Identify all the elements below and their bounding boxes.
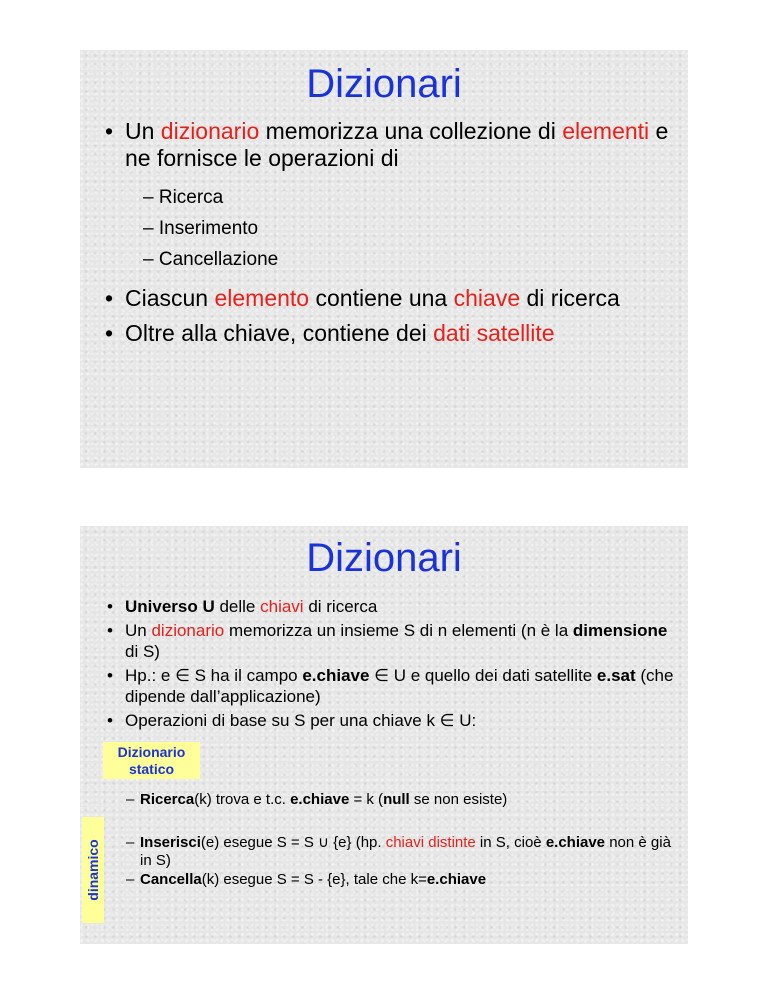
text: di ricerca	[303, 597, 378, 616]
text: Hp.: e ∈ S ha il campo	[125, 666, 303, 685]
text: di ricerca	[520, 285, 620, 311]
text: ∈ U e quello dei dati satellite	[369, 666, 597, 685]
bold-text: dimensione	[572, 621, 668, 640]
text: memorizza un insieme S di n elementi (n è la	[224, 621, 573, 640]
highlight-dizionario: dizionario	[151, 621, 225, 640]
text: contiene una	[309, 285, 454, 311]
highlight-chiavi-distinte: chiavi distinte	[385, 834, 476, 851]
bullet-universo	[105, 596, 678, 617]
bullet-list	[105, 596, 678, 734]
operation-inserisci	[126, 834, 676, 870]
dash: –	[126, 791, 135, 808]
bold-text: e.sat	[596, 666, 636, 685]
bullet-hp	[105, 665, 678, 707]
slide-title: Dizionari	[306, 536, 462, 580]
text: Operazioni di base su S per una chiave k ∈ U:	[125, 711, 477, 730]
text: (k) esegue S = S - {e}, tale che k=	[201, 871, 427, 888]
operation-cancella	[126, 871, 676, 889]
text: Ciascun	[125, 285, 215, 311]
slide-title: Dizionari	[306, 62, 462, 106]
tag-dinamico-label: dinamico	[85, 839, 101, 901]
operation-ricerca	[126, 791, 676, 809]
bold-text: e.chiave	[290, 791, 350, 808]
slide-1	[80, 50, 688, 468]
bullet-elemento	[105, 285, 678, 312]
text: Oltre alla chiave, contiene dei	[125, 320, 434, 346]
bold-text: e.chiave	[545, 834, 606, 851]
bold-text: null	[383, 791, 410, 808]
highlight-dati-satellite: dati satellite	[433, 320, 555, 346]
text: (che dipende dall’applicazione)	[125, 666, 674, 706]
text: (e) esegue S = S ∪ {e} (hp.	[200, 834, 386, 851]
bold-text: e.chiave	[302, 666, 370, 685]
text: non è già in S)	[140, 834, 671, 869]
dash: –	[126, 834, 135, 851]
text: Un	[125, 621, 152, 640]
bold-text: Universo U	[125, 597, 215, 616]
text: in S, cioè	[475, 834, 546, 851]
highlight-dizionario: dizionario	[160, 118, 260, 144]
bold-text: Cancella	[140, 871, 202, 888]
text: memorizza una collezione di	[259, 118, 563, 144]
tag-dizionario-statico: Dizionario statico	[103, 742, 200, 779]
highlight-chiavi: chiavi	[260, 597, 304, 616]
sub-item-cancellazione: – Cancellazione	[143, 249, 279, 270]
operations-list	[125, 182, 678, 275]
tag-dinamico	[82, 817, 104, 923]
text: delle	[214, 597, 261, 616]
text: e ne fornisce le operazioni di	[125, 118, 669, 171]
bullet-dati-satellite	[105, 320, 678, 347]
bullet-list	[105, 118, 678, 355]
highlight-elemento: elemento	[214, 285, 310, 311]
bold-text: e.chiave	[426, 871, 487, 888]
bullet-operazioni	[105, 710, 678, 731]
sub-item-ricerca: – Ricerca	[143, 187, 224, 208]
bullet-dizionario	[105, 620, 678, 662]
bold-text: Ricerca	[140, 791, 195, 808]
dash: –	[126, 871, 135, 888]
text: (k) trova e t.c.	[194, 791, 291, 808]
text: se non esiste)	[409, 791, 508, 808]
highlight-elementi: elementi	[562, 118, 650, 144]
sub-item-inserimento: – Inserimento	[143, 218, 259, 239]
text: di S)	[125, 642, 160, 661]
bullet-dizionario	[105, 118, 678, 275]
slide-2	[80, 526, 688, 944]
text: Un	[125, 118, 161, 144]
highlight-chiave: chiave	[453, 285, 521, 311]
bold-text: Inserisci	[140, 834, 201, 851]
text: = k (	[349, 791, 384, 808]
